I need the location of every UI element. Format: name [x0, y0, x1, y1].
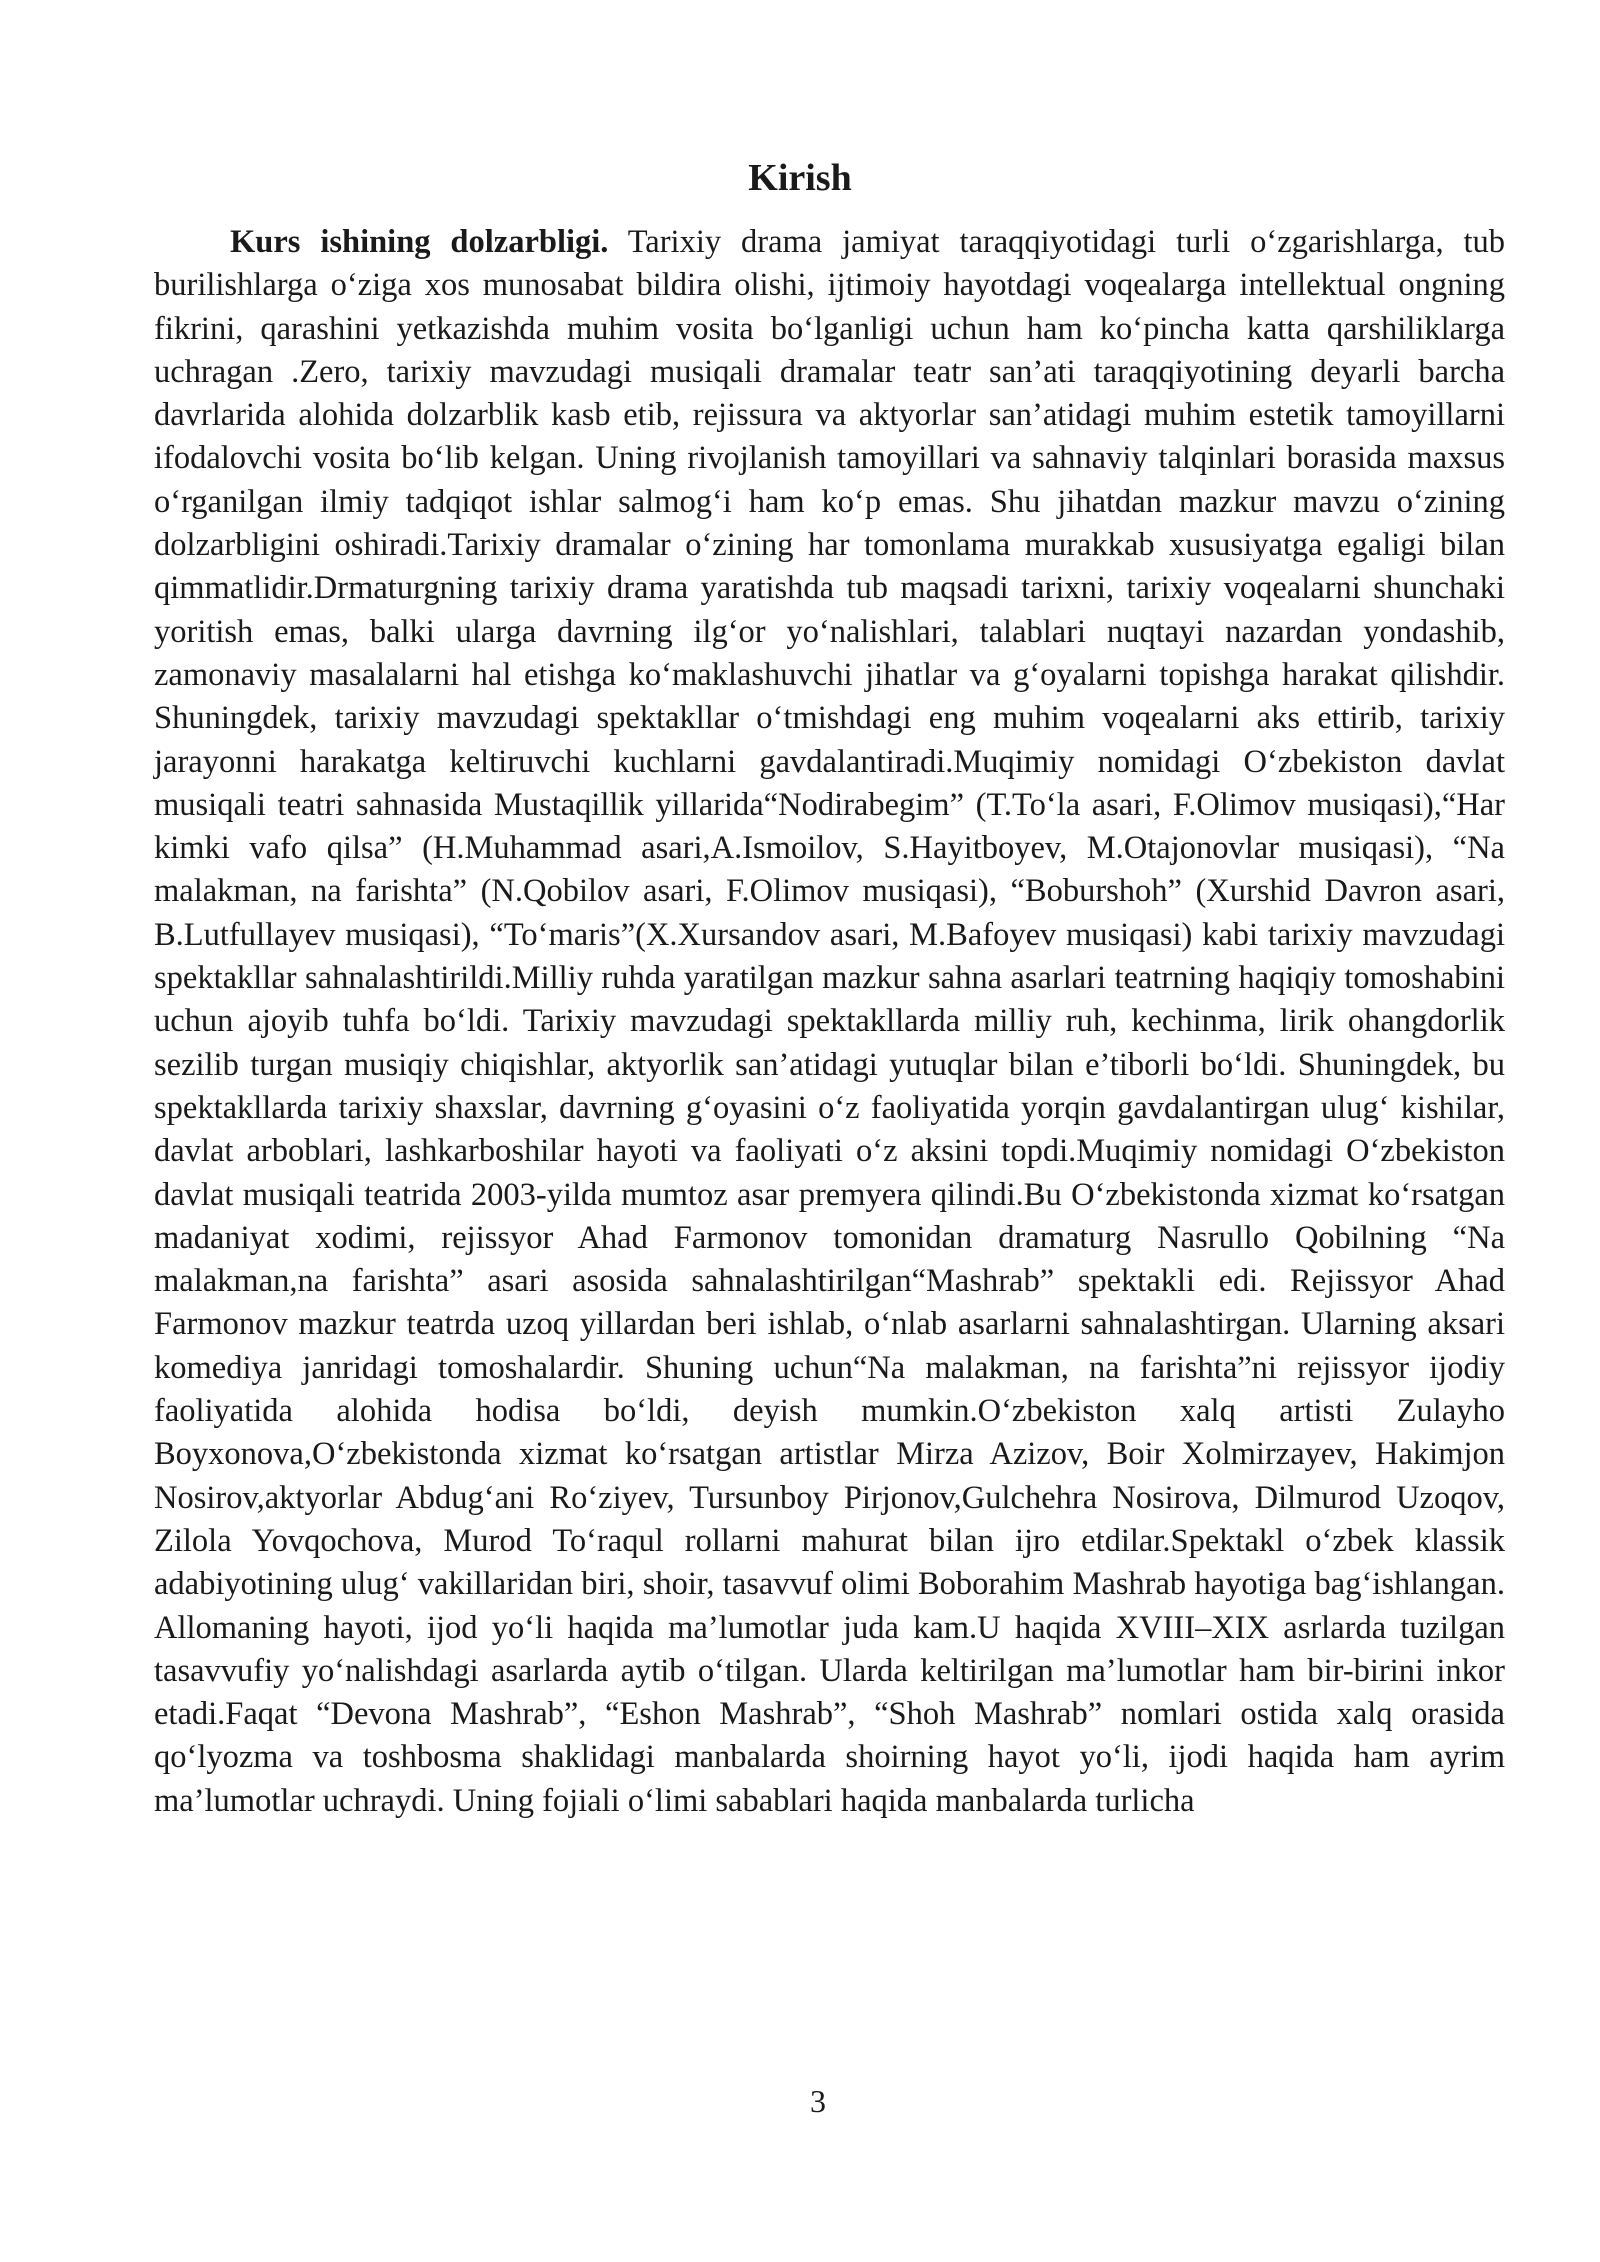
body-paragraph: [154, 221, 1505, 1823]
section-lead-in: Kurs ishining dolzarbligi.: [230, 224, 609, 260]
page-number: 3: [810, 2083, 826, 2119]
paragraph-text: Tarixiy drama jamiyat taraqqiyotidagi turli o‘zgarishlarga, tub burilishlarga o‘ziga xos munosabat bildira olishi, ijtimoiy hayotdagi voqealarga intellektual ongning fikrini, qarashini yetkazishda muhim vosita bo‘lganligi uchun ham ko‘pincha katta qarshiliklarga uchragan .Zero, tarixiy mavzudagi musiqali dramalar teatr san’ati taraqqiyotining deyarli barcha davrlarida alohida dolzarblik kasb etib, rejissura va aktyorlar san’atidagi muhim estetik tamoyillarni ifodalovchi vosita bo‘lib kelgan. Uning rivojlanish tamoyillari va sahnaviy talqinlari borasida maxsus o‘rganilgan ilmiy tadqiqot ishlar salmog‘i ham ko‘p emas. Shu jihatdan mazkur mavzu o‘zining dolzarbligini oshiradi.Tarixiy dramalar o‘zining har tomonlama murakkab xususiyatga egaligi bilan qimmatlidir.Drmaturgning tarixiy drama yaratishda tub maqsadi tarixni, tarixiy voqealarni shunchaki yoritish emas, balki ularga davrning ilg‘or yo‘nalishlari, talablari nuqtayi nazardan yondashib, zamonaviy masalalarni hal etishga ko‘maklashuvchi jihatlar va g‘oyalarni topishga harakat qilishdir. Shuningdek, tarixiy mavzudagi spektakllar o‘tmishdagi eng muhim voqealarni aks ettirib, tarixiy jarayonni harakatga keltiruvchi kuchlarni gavdalantiradi.Muqimiy nomidagi O‘zbekiston davlat musiqali teatri sahnasida Mustaqillik yillarida“Nodirabegim” (T.To‘la asari, F.Olimov musiqasi),“Har kimki vafo qilsa” (H.Muhammad asari,A.Ismoilov, S.Hayitboyev, M.Otajonovlar musiqasi), “Na malakman, na farishta” (N.Qobilov asari, F.Olimov musiqasi), “Boburshoh” (Xurshid Davron asari, B.Lutfullayev musiqasi), “To‘maris”(X.Xursandov asari, M.Bafoyev musiqasi) kabi tarixiy mavzudagi spektakllar sahnalashtirildi.Milliy ruhda yaratilgan mazkur sahna asarlari teatrning haqiqiy tomoshabini uchun ajoyib tuhfa bo‘ldi. Tarixiy mavzudagi spektakllarda milliy ruh, kechinma, lirik ohangdorlik sezilib turgan musiqiy chiqishlar, aktyorlik san’atidagi yutuqlar bilan e’tiborli bo‘ldi. Shuningdek, bu spektakllarda tarixiy shaxslar, davrning g‘oyasini o‘z faoliyatida yorqin gavdalantirgan ulug‘ kishilar, davlat arboblari, lashkarboshilar hayoti va faoliyati o‘z aksini topdi.Muqimiy nomidagi O‘zbekiston davlat musiqali teatrida 2003-yilda mumtoz asar premyera qilindi.Bu O‘zbekistonda xizmat ko‘rsatgan madaniyat xodimi, rejissyor Ahad Farmonov tomonidan dramaturg Nasrullo Qobilning “Na malakman,na farishta” asari asosida sahnalashtirilgan“Mashrab” spektakli edi. Rejissyor Ahad Farmonov mazkur teatrda uzoq yillardan beri ishlab, o‘nlab asarlarni sahnalashtirgan. Ularning aksari komediya janridagi tomoshalardir. Shuning uchun“Na malakman, na farishta”ni rejissyor ijodiy faoliyatida alohida hodisa bo‘ldi, deyish mumkin.O‘zbekiston xalq artisti Zulayho Boyxonova,O‘zbekistonda xizmat ko‘rsatgan artistlar Mirza Azizov, Boir Xolmirzayev, Hakimjon Nosirov,aktyorlar Abdug‘ani Ro‘ziyev, Tursunboy Pirjonov,Gulchehra Nosirova, Dilmurod Uzoqov, Zilola Yovqochova, Murod To‘raqul rollarni mahurat bilan ijro etdilar.Spektakl o‘zbek klassik adabiyotining ulug‘ vakillaridan biri, shoir, tasavvuf olimi Boborahim Mashrab hayotiga bag‘ishlangan. Allomaning hayoti, ijod yo‘li haqida ma’lumotlar juda kam.U haqida XVIII–XIX asrlarda tuzilgan tasavvufiy yo‘nalishdagi asarlarda aytib o‘tilgan. Ularda keltirilgan ma’lumotlar ham bir-birini inkor etadi.Faqat “Devona Mashrab”, “Eshon Mashrab”, “Shoh Mashrab” nomlari ostida xalq orasida qo‘lyozma va toshbosma shaklidagi manbalarda shoirning hayot yo‘li, ijodi haqida ham ayrim ma’lumotlar uchraydi. Uning fojiali o‘limi sabablari haqida manbalarda turlicha: [154, 224, 1505, 1819]
page-title: Kirish: [748, 157, 852, 199]
